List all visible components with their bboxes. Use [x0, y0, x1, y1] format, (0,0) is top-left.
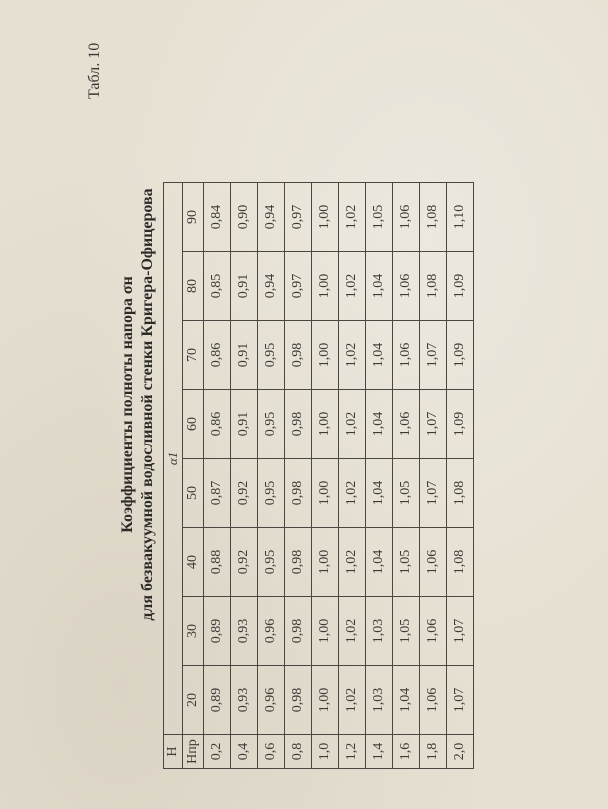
coefficient-cell: 0,93: [231, 597, 258, 666]
coefficient-cell: 0,95: [258, 528, 285, 597]
coefficient-cell: 1,10: [447, 183, 474, 252]
table-row: [447, 183, 474, 769]
coefficient-cell: 0,91: [231, 390, 258, 459]
coefficient-cell: 0,92: [231, 528, 258, 597]
angle-header-cell: 50: [183, 459, 204, 528]
angle-header-cell: 60: [183, 390, 204, 459]
table-row: [204, 183, 231, 769]
coefficient-cell: 1,02: [339, 666, 366, 735]
coefficient-cell: 1,08: [447, 528, 474, 597]
h-ratio-cell: 0,4: [231, 735, 258, 769]
table-row: [312, 183, 339, 769]
coefficient-cell: 0,95: [258, 459, 285, 528]
coefficient-cell: 0,85: [204, 252, 231, 321]
coefficient-cell: 1,02: [339, 321, 366, 390]
coefficient-cell: 1,00: [312, 528, 339, 597]
coefficient-cell: 1,06: [393, 183, 420, 252]
table-row: [339, 183, 366, 769]
coefficient-cell: 1,00: [312, 321, 339, 390]
coefficient-cell: 1,07: [420, 390, 447, 459]
coefficient-cell: 0,90: [231, 183, 258, 252]
coefficient-cell: 1,03: [366, 666, 393, 735]
coefficient-cell: 1,00: [312, 183, 339, 252]
coefficient-cell: 1,02: [339, 183, 366, 252]
coefficient-cell: 0,98: [285, 459, 312, 528]
angle-header-cell: 70: [183, 321, 204, 390]
coefficient-cell: 1,03: [366, 597, 393, 666]
coefficient-cell: 0,96: [258, 666, 285, 735]
alpha-header: α1: [164, 183, 183, 735]
coefficient-cell: 1,00: [312, 390, 339, 459]
coefficient-cell: 1,02: [339, 528, 366, 597]
h-ratio-cell: 0,6: [258, 735, 285, 769]
coefficient-cell: 0,84: [204, 183, 231, 252]
coefficient-cell: 1,07: [420, 321, 447, 390]
table-row: [285, 183, 312, 769]
h-ratio-cell: 0,8: [285, 735, 312, 769]
table-row: [231, 183, 258, 769]
coefficient-cell: 1,04: [366, 252, 393, 321]
table-row: [258, 183, 285, 769]
corner-cell-h: H: [164, 735, 183, 769]
coefficient-cell: 1,00: [312, 459, 339, 528]
coefficient-cell: 0,98: [285, 528, 312, 597]
header-row-alpha: [164, 183, 183, 769]
angle-header-cell: 90: [183, 183, 204, 252]
coefficient-cell: 0,93: [231, 666, 258, 735]
angle-header-cell: 30: [183, 597, 204, 666]
table-subtitle: для безвакуумной водосливной стенки Кригера-Офицерова: [139, 188, 156, 621]
table-row: [393, 183, 420, 769]
coefficient-cell: 1,00: [312, 666, 339, 735]
coefficients-table: [163, 182, 474, 769]
coefficient-cell: 0,86: [204, 390, 231, 459]
coefficient-cell: 0,95: [258, 321, 285, 390]
coefficient-cell: 1,06: [420, 597, 447, 666]
coefficient-cell: 1,09: [447, 252, 474, 321]
coefficient-cell: 0,97: [285, 183, 312, 252]
coefficient-cell: 1,06: [420, 666, 447, 735]
coefficient-cell: 1,06: [420, 528, 447, 597]
coefficient-cell: 0,89: [204, 597, 231, 666]
coefficient-cell: 0,95: [258, 390, 285, 459]
coefficient-cell: 0,96: [258, 597, 285, 666]
h-ratio-cell: 1,6: [393, 735, 420, 769]
angle-header-cell: 80: [183, 252, 204, 321]
coefficient-cell: 0,98: [285, 390, 312, 459]
h-ratio-cell: 1,2: [339, 735, 366, 769]
coefficient-cell: 0,92: [231, 459, 258, 528]
coefficient-cell: 1,00: [312, 252, 339, 321]
coefficient-cell: 0,97: [285, 252, 312, 321]
coefficient-cell: 1,08: [447, 459, 474, 528]
coefficient-cell: 0,98: [285, 321, 312, 390]
coefficient-cell: 1,08: [420, 252, 447, 321]
coefficient-cell: 1,07: [447, 666, 474, 735]
coefficient-cell: 1,05: [366, 183, 393, 252]
coefficient-cell: 1,05: [393, 528, 420, 597]
coefficient-cell: 0,91: [231, 252, 258, 321]
coefficient-cell: 0,91: [231, 321, 258, 390]
coefficient-cell: 1,09: [447, 390, 474, 459]
coefficient-cell: 0,87: [204, 459, 231, 528]
coefficient-cell: 0,98: [285, 597, 312, 666]
h-ratio-cell: 2,0: [447, 735, 474, 769]
coefficient-cell: 1,07: [420, 459, 447, 528]
coefficient-cell: 1,02: [339, 459, 366, 528]
h-ratio-cell: 1,0: [312, 735, 339, 769]
coefficient-cell: 0,94: [258, 183, 285, 252]
angle-header-cell: 20: [183, 666, 204, 735]
coefficient-cell: 1,02: [339, 597, 366, 666]
coefficient-cell: 1,08: [420, 183, 447, 252]
coefficient-cell: 1,04: [366, 390, 393, 459]
table-title: Коэффициенты полноты напора σн: [119, 276, 136, 533]
coefficient-cell: 0,86: [204, 321, 231, 390]
header-row-angles: [183, 183, 204, 769]
coefficient-cell: 0,94: [258, 252, 285, 321]
coefficient-cell: 1,05: [393, 597, 420, 666]
h-ratio-cell: 1,8: [420, 735, 447, 769]
table-row: [420, 183, 447, 769]
coefficient-cell: 1,02: [339, 390, 366, 459]
coefficient-cell: 1,04: [366, 528, 393, 597]
coefficient-cell: 1,06: [393, 390, 420, 459]
angle-header-cell: 40: [183, 528, 204, 597]
coefficient-cell: 1,06: [393, 321, 420, 390]
coefficient-cell: 0,98: [285, 666, 312, 735]
coefficient-cell: 1,00: [312, 597, 339, 666]
coefficient-cell: 1,07: [447, 597, 474, 666]
h-ratio-cell: 1,4: [366, 735, 393, 769]
coefficient-cell: 1,09: [447, 321, 474, 390]
coefficient-cell: 1,04: [366, 321, 393, 390]
coefficient-cell: 1,02: [339, 252, 366, 321]
table-label: Табл. 10: [86, 42, 103, 99]
coefficient-cell: 0,88: [204, 528, 231, 597]
table-row: [366, 183, 393, 769]
coefficient-cell: 1,05: [393, 459, 420, 528]
coefficient-cell: 1,04: [366, 459, 393, 528]
coefficient-cell: 1,06: [393, 252, 420, 321]
h-ratio-cell: 0,2: [204, 735, 231, 769]
coefficient-cell: 1,04: [393, 666, 420, 735]
coefficient-cell: 0,89: [204, 666, 231, 735]
corner-cell-hpr: Hпр: [183, 735, 204, 769]
